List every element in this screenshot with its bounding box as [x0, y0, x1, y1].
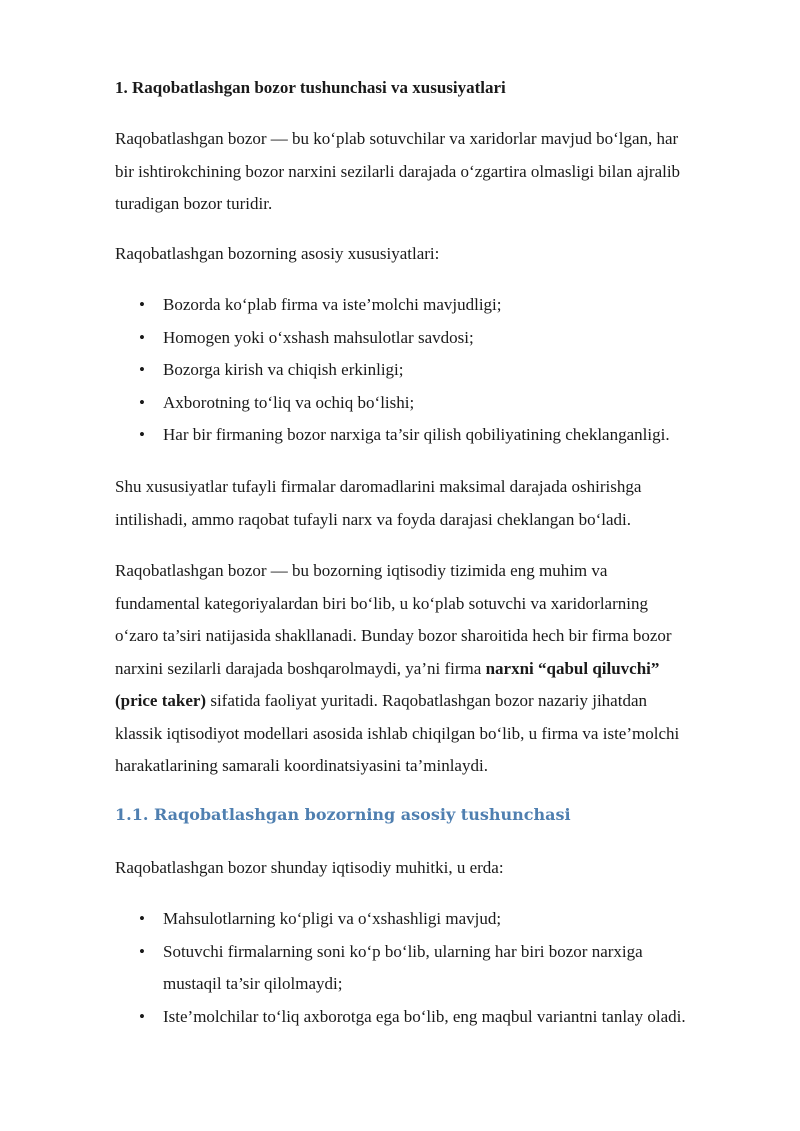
features-intro-paragraph: [115, 238, 745, 271]
list-item: [115, 322, 670, 355]
list-item-text: Homogen yoki o‘xshash mahsulotlar savdosi;: [163, 327, 474, 347]
text-line: harakatlarining samarali koordinatsiyasini ta’minlaydi.: [115, 756, 488, 775]
text-line: [115, 653, 745, 686]
text-run: narxini sezilarli darajada boshqarolmaydi, ya’ni firma: [115, 658, 486, 678]
consequence-paragraph: [115, 471, 745, 536]
bullet-icon: •: [139, 295, 145, 314]
list-item: [115, 936, 686, 1001]
bullet-icon: •: [139, 1006, 145, 1026]
list-item: [115, 419, 670, 452]
list-item: [115, 289, 670, 322]
list-item-text: Bozorda ko‘plab firma va iste’molchi mavjudligi;: [163, 295, 502, 314]
text-line: Raqobatlashgan bozorning asosiy xususiyatlari:: [115, 244, 440, 263]
list-item: [115, 387, 670, 420]
list-item: [115, 903, 686, 936]
list-item-text: Bozorga kirish va chiqish erkinligi;: [163, 360, 404, 379]
list-item-text: Axborotning to‘liq va ochiq bo‘lishi;: [163, 392, 415, 412]
bullet-icon: •: [139, 327, 145, 347]
bold-term: narxni “qabul qiluvchi”: [485, 658, 660, 678]
environment-list: [115, 903, 686, 1033]
bold-term: (price taker): [115, 691, 207, 710]
text-run: sifatida faoliyat yuritadi. Raqobatlashgan bozor nazariy jihatdan: [206, 691, 647, 710]
list-item: [115, 354, 670, 387]
bullet-icon: •: [139, 360, 145, 379]
list-item-text: Sotuvchi firmalarning soni ko‘p bo‘lib, ularning har biri bozor narxiga: [163, 941, 643, 961]
list-item: [115, 1001, 686, 1034]
subsection-title: 1.1. Raqobatlashgan bozorning asosiy tushunchasi: [115, 805, 571, 824]
text-line: Raqobatlashgan bozor — bu bozorning iqtisodiy tizimida eng muhim va: [115, 561, 608, 580]
text-line: turadigan bozor turidir.: [115, 194, 273, 213]
list-item-text: mustaqil ta’sir qilolmaydi;: [163, 974, 343, 993]
list-item-text: Har bir firmaning bozor narxiga ta’sir qilish qobiliyatining cheklanganligi.: [163, 425, 670, 444]
text-line: fundamental kategoriyalardan biri bo‘lib, u ko‘plab sotuvchi va xaridorlarning: [115, 593, 648, 613]
definition-paragraph: [115, 123, 745, 221]
bullet-icon: •: [139, 392, 145, 412]
text-line: intilishadi, ammo raqobat tufayli narx va foyda darajasi cheklangan bo‘ladi.: [115, 509, 631, 529]
bullet-icon: •: [139, 909, 145, 928]
list-item-text: Iste’molchilar to‘liq axborotga ega bo‘lib, eng maqbul variantni tanlay oladi.: [163, 1006, 686, 1026]
text-line: Shu xususiyatlar tufayli firmalar daromadlarini maksimal darajada oshirishga: [115, 477, 642, 496]
text-line: Raqobatlashgan bozor — bu ko‘plab sotuvchilar va xaridorlar mavjud bo‘lgan, har: [115, 129, 679, 148]
environment-intro-paragraph: [115, 852, 745, 885]
bullet-icon: •: [139, 941, 145, 961]
text-line: Raqobatlashgan bozor shunday iqtisodiy muhitki, u erda:: [115, 858, 504, 877]
explanation-paragraph: [115, 555, 745, 783]
text-line: bir ishtirokchining bozor narxini sezilarli darajada o‘zgartira olmasligi bilan ajralib: [115, 161, 681, 181]
section-title: 1. Raqobatlashgan bozor tushunchasi va xususiyatlari: [115, 78, 506, 97]
bullet-icon: •: [139, 425, 145, 444]
features-list: [115, 289, 670, 452]
text-line: o‘zaro ta’siri natijasida shakllanadi. Bunday bozor sharoitida hech bir firma bozor: [115, 626, 672, 645]
list-item-text: Mahsulotlarning ko‘pligi va o‘xshashligi mavjud;: [163, 909, 502, 928]
text-line: [115, 685, 745, 718]
text-line: klassik iqtisodiyot modellari asosida ishlab chiqilgan bo‘lib, u firma va iste’molchi: [115, 723, 680, 743]
